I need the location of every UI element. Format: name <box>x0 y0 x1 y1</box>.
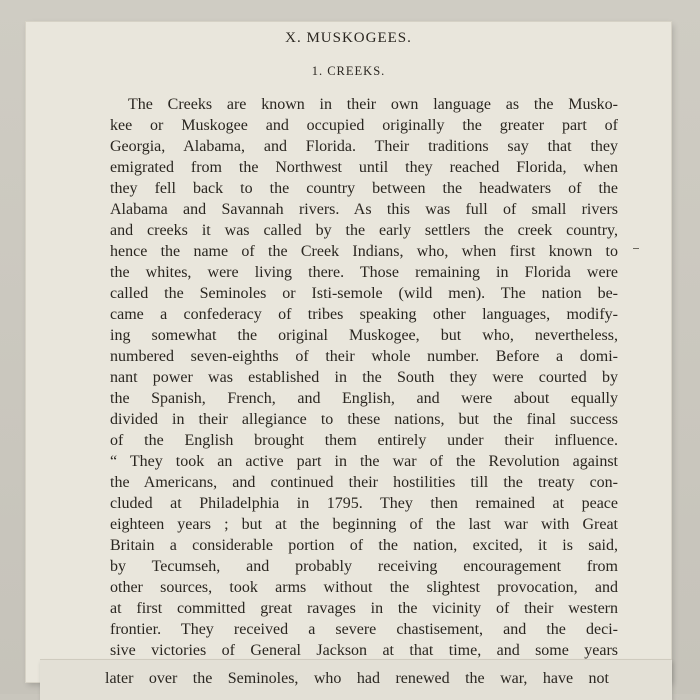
margin-mark <box>633 248 639 249</box>
body-line: “ They took an active part in the war of the Revolution against <box>110 453 618 470</box>
body-line: divided in their allegiance to these nations, but the final success <box>110 411 618 428</box>
body-line: emigrated from the Northwest until they reached Florida, when <box>110 159 618 176</box>
chapter-heading: X. MUSKOGEES. <box>285 30 412 46</box>
body-line: cluded at Philadelphia in 1795. They then remained at peace <box>110 495 618 512</box>
body-line: the Americans, and continued their hostilities till the treaty con- <box>110 474 618 491</box>
body-line: by Tecumseh, and probably receiving encouragement from <box>110 558 618 575</box>
body-line: numbered seven-eighths of their whole number. Before a domi- <box>110 348 618 365</box>
body-line: they fell back to the country between the headwaters of the <box>110 180 618 197</box>
body-line: ing somewhat the original Muskogee, but who, nevertheless, <box>110 327 618 344</box>
body-line: eighteen years ; but at the beginning of the last war with Great <box>110 516 618 533</box>
body-line: Britain a considerable portion of the nation, excited, it is said, <box>110 537 618 554</box>
section-heading: 1. CREEKS. <box>311 64 386 78</box>
body-line: hence the name of the Creek Indians, who, when first known to <box>110 243 618 260</box>
body-line: nant power was established in the South they were courted by <box>110 369 618 386</box>
body-line: frontier. They received a severe chastisement, and the deci- <box>110 621 618 638</box>
body-line: kee or Muskogee and occupied originally the greater part of <box>110 117 618 134</box>
body-line: Alabama and Savannah rivers. As this was full of small rivers <box>110 201 618 218</box>
body-line: the Spanish, French, and English, and were about equally <box>110 390 618 407</box>
continued-page-text <box>105 668 609 689</box>
body-line: later over the Seminoles, who had renewed the war, have not <box>105 670 609 687</box>
body-line: other sources, took arms without the slightest provocation, and <box>110 579 618 596</box>
body-text <box>110 94 618 661</box>
body-line: the whites, were living there. Those remaining in Florida were <box>110 264 618 281</box>
body-line: and creeks it was called by the early settlers the creek country, <box>110 222 618 239</box>
body-line: of the English brought them entirely under their influence. <box>110 432 618 449</box>
body-line: came a confederacy of tribes speaking other languages, modify- <box>110 306 618 323</box>
body-line: The Creeks are known in their own language as the Musko- <box>128 96 618 113</box>
body-line: at first committed great ravages in the vicinity of their western <box>110 600 618 617</box>
body-line: Georgia, Alabama, and Florida. Their traditions say that they <box>110 138 618 155</box>
body-line: called the Seminoles or Isti-semole (wild men). The nation be- <box>110 285 618 302</box>
body-line: sive victories of General Jackson at that time, and some years <box>110 642 618 659</box>
